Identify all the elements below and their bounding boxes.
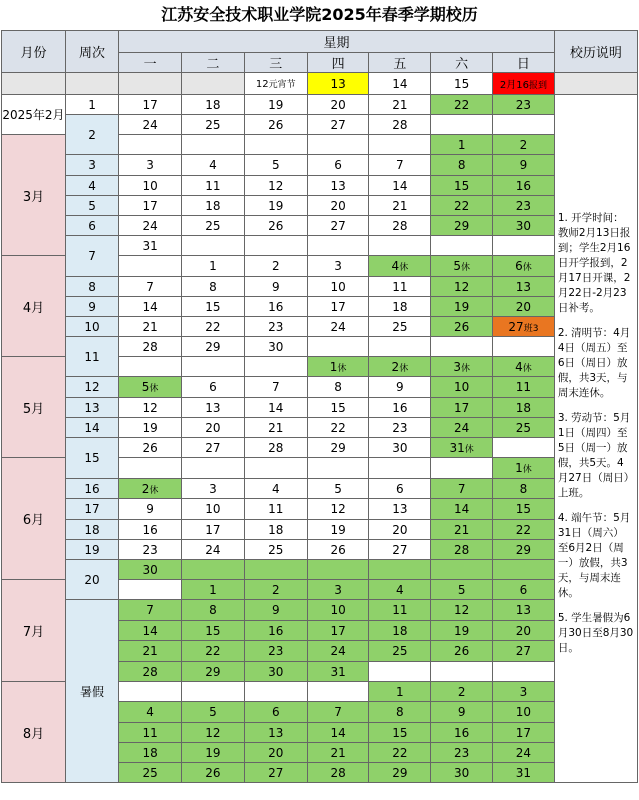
day-cell: 9 [369,377,431,398]
day-cell: 29 [307,438,369,458]
day-cell: 25 [493,418,555,438]
day-cell: 12 [307,499,369,520]
day-cell: 1 [182,256,245,277]
day-cell: 14 [369,176,431,196]
day-cell: 12 [431,600,493,621]
day-cell: 18 [493,398,555,418]
day-cell: 19 [119,418,182,438]
day-cell [119,73,182,95]
day-cell: 9 [119,499,182,520]
day-cell: 12 [119,398,182,418]
day-cell: 5 [431,580,493,600]
day-cell: 21 [244,418,307,438]
day-cell: 2休 [119,479,182,499]
day-cell: 27 [369,540,431,560]
day-cell: 30 [493,216,555,236]
day-cell: 29 [431,216,493,236]
day-cell: 29 [182,662,245,682]
day-cell: 17 [307,621,369,641]
day-cell: 17 [182,520,245,540]
day-cell: 13 [307,73,369,95]
day-cell [182,73,245,95]
day-cell: 17 [119,95,182,115]
empty-day-cell [493,560,555,580]
day-cell: 24 [119,216,182,236]
day-cell: 27 [182,438,245,458]
day-cell: 22 [182,641,245,662]
day-cell: 19 [431,297,493,317]
day-cell: 6 [307,155,369,176]
day-cell: 14 [119,621,182,641]
notes-header: 校历说明 [554,31,637,73]
week-12: 12 [65,377,118,398]
day-cell: 19 [244,95,307,115]
day-cell: 14 [369,73,431,95]
empty-day-cell [182,682,245,702]
day-cell: 15 [493,499,555,520]
empty-day-cell [119,256,182,277]
note-item-4: 4. 端午节：5月31日（周六）至6月2日（周一）放假，共3天，与周末连休。 [557,512,631,599]
day-cell: 11 [369,277,431,297]
day-cell: 28 [307,763,369,783]
empty-day-cell [244,357,307,377]
month-jul: 7月 [2,580,66,682]
day-cell: 10 [119,176,182,196]
day-cell: 23 [369,418,431,438]
day-cell: 8 [182,600,245,621]
week-15: 15 [65,438,118,479]
day-cell: 24 [493,743,555,763]
day-cell: 4休 [493,357,555,377]
day-cell: 25 [182,115,245,135]
day-cell: 8 [369,702,431,723]
empty-day-cell [119,682,182,702]
day-cell: 1 [369,682,431,702]
day-cell: 6 [182,377,245,398]
day-cell: 2休 [369,357,431,377]
day-cell: 26 [431,641,493,662]
empty-day-cell [119,580,182,600]
day-cell: 8 [307,377,369,398]
weekday-4: 四 [307,53,369,73]
week-13: 13 [65,398,118,418]
day-cell: 25 [369,641,431,662]
day-cell: 3 [493,682,555,702]
day-cell: 1休 [493,458,555,479]
day-cell: 21 [119,317,182,337]
empty-day-cell [431,662,493,682]
day-cell: 25 [182,216,245,236]
day-cell: 13 [244,723,307,743]
week-17: 17 [65,499,118,520]
week-16: 16 [65,479,118,499]
day-cell: 23 [244,641,307,662]
month-mar: 3月 [2,135,66,256]
day-cell: 1 [182,580,245,600]
empty-day-cell [369,662,431,682]
day-cell: 16 [244,621,307,641]
day-cell: 24 [307,317,369,337]
empty-day-cell [431,236,493,256]
note-item-2: 2. 清明节：4月4日（周五）至6日（周日）放假，共3天，与周末连休。 [557,327,631,399]
day-cell: 17 [307,297,369,317]
empty-day-cell [431,115,493,135]
day-cell: 7 [119,600,182,621]
day-cell: 9 [244,277,307,297]
day-cell: 5 [244,155,307,176]
day-cell: 2月16报到 [493,73,555,95]
day-cell: 3 [307,256,369,277]
day-cell: 23 [119,540,182,560]
day-cell: 12 [182,723,245,743]
day-cell: 6 [244,702,307,723]
day-cell: 26 [182,763,245,783]
empty-day-cell [244,682,307,702]
weekday-7: 日 [493,53,555,73]
month-may: 5月 [2,357,66,458]
day-cell: 22 [493,520,555,540]
day-cell: 20 [307,196,369,216]
empty-day-cell [119,357,182,377]
day-cell: 14 [307,723,369,743]
weekday-1: 一 [119,53,182,73]
empty-day-cell [182,560,245,580]
empty-day-cell [307,560,369,580]
day-cell: 27 [244,763,307,783]
day-cell: 15 [369,723,431,743]
week-8: 8 [65,277,118,297]
day-cell: 25 [119,763,182,783]
day-cell: 21 [369,196,431,216]
notes-panel [554,95,637,783]
day-cell: 12 [431,277,493,297]
day-cell: 27 [307,216,369,236]
day-cell: 4 [369,580,431,600]
empty-day-cell [244,560,307,580]
day-cell: 7 [307,702,369,723]
day-cell: 25 [369,317,431,337]
month-apr: 4月 [2,256,66,357]
day-cell: 17 [431,398,493,418]
day-cell: 22 [431,196,493,216]
empty-day-cell [369,458,431,479]
day-cell: 19 [182,743,245,763]
day-cell: 23 [244,317,307,337]
day-cell: 28 [244,438,307,458]
empty-day-cell [307,682,369,702]
week-19: 19 [65,540,118,560]
empty-day-cell [307,458,369,479]
day-cell: 21 [307,743,369,763]
empty-day-cell [431,337,493,357]
day-cell: 10 [431,377,493,398]
day-cell: 31 [307,662,369,682]
weekday-header: 星期 [119,31,555,53]
day-cell: 7 [369,155,431,176]
day-cell: 8 [431,155,493,176]
day-cell: 20 [493,297,555,317]
day-cell: 18 [369,621,431,641]
day-cell: 11 [493,377,555,398]
day-cell: 26 [119,438,182,458]
empty-day-cell [244,458,307,479]
day-cell: 5休 [119,377,182,398]
day-cell: 16 [369,398,431,418]
month-feb: 2025年2月 [2,95,66,135]
week-5: 5 [65,196,118,216]
week-6: 6 [65,216,118,236]
day-cell: 3休 [431,357,493,377]
note-item-5: 5. 学生暑假为6月30日至8月30日。 [557,612,634,654]
day-cell: 7 [431,479,493,499]
day-cell: 4 [244,479,307,499]
empty-day-cell [431,560,493,580]
day-cell: 5 [307,479,369,499]
blank-month-cell [2,73,66,95]
day-cell: 2 [493,135,555,155]
day-cell: 8 [182,277,245,297]
day-cell: 14 [119,297,182,317]
empty-day-cell [369,560,431,580]
day-cell: 20 [493,621,555,641]
day-cell: 21 [431,520,493,540]
day-cell: 22 [307,418,369,438]
week-3: 3 [65,155,118,176]
week-header: 周次 [65,31,118,73]
weekday-5: 五 [369,53,431,73]
day-cell: 16 [119,520,182,540]
week-10: 10 [65,317,118,337]
day-cell: 12 [244,176,307,196]
day-cell: 23 [431,743,493,763]
day-cell: 24 [431,418,493,438]
day-cell: 28 [431,540,493,560]
day-cell: 19 [307,520,369,540]
day-cell: 23 [493,95,555,115]
day-cell: 26 [431,317,493,337]
empty-day-cell [493,236,555,256]
day-cell: 11 [369,600,431,621]
day-cell: 16 [493,176,555,196]
empty-day-cell [493,438,555,458]
empty-day-cell [244,135,307,155]
day-cell: 24 [307,641,369,662]
day-cell: 17 [119,196,182,216]
empty-day-cell [369,337,431,357]
day-cell: 29 [182,337,245,357]
note-item-1: 1. 开学时间：教师2月13日报到；学生2月16日开学报到，2月17日开课，2月22日-2月23日补考。 [557,212,631,314]
day-cell: 4休 [369,256,431,277]
day-cell: 28 [119,662,182,682]
day-cell: 3 [182,479,245,499]
day-cell: 28 [369,216,431,236]
week-9: 9 [65,297,118,317]
day-cell: 13 [182,398,245,418]
day-cell: 15 [431,73,493,95]
day-cell: 19 [431,621,493,641]
weekday-6: 六 [431,53,493,73]
day-cell: 9 [431,702,493,723]
day-cell: 4 [182,155,245,176]
day-cell: 3 [307,580,369,600]
day-cell: 18 [182,196,245,216]
empty-day-cell [119,135,182,155]
day-cell: 19 [244,196,307,216]
day-cell: 24 [119,115,182,135]
empty-day-cell [119,458,182,479]
empty-day-cell [307,337,369,357]
empty-day-cell [307,135,369,155]
empty-day-cell [369,236,431,256]
day-cell: 18 [369,297,431,317]
day-cell: 20 [182,418,245,438]
day-cell: 28 [119,337,182,357]
month-aug: 8月 [2,682,66,783]
day-cell: 9 [493,155,555,176]
day-cell: 16 [244,297,307,317]
day-cell: 27 [307,115,369,135]
day-cell: 10 [307,277,369,297]
day-cell: 31 [119,236,182,256]
day-cell: 11 [244,499,307,520]
day-cell: 9 [244,600,307,621]
day-cell: 20 [369,520,431,540]
day-cell: 6休 [493,256,555,277]
empty-day-cell [493,662,555,682]
empty-day-cell [493,115,555,135]
day-cell: 30 [119,560,182,580]
day-cell: 6 [369,479,431,499]
day-cell: 2 [431,682,493,702]
week-2: 2 [65,115,118,155]
week-20: 20 [65,560,118,600]
day-cell: 15 [182,297,245,317]
day-cell: 22 [182,317,245,337]
day-cell: 25 [244,540,307,560]
day-cell: 18 [182,95,245,115]
day-cell: 21 [119,641,182,662]
day-cell: 27班3 [493,317,555,337]
day-cell: 31休 [431,438,493,458]
day-cell: 1 [431,135,493,155]
empty-day-cell [182,458,245,479]
day-cell: 13 [493,600,555,621]
notes-top-cell [554,73,637,95]
week-1: 1 [65,95,118,115]
day-cell: 18 [119,743,182,763]
day-cell: 22 [431,95,493,115]
week-11: 11 [65,337,118,377]
month-jun: 6月 [2,458,66,580]
day-cell: 6 [493,580,555,600]
empty-day-cell [244,236,307,256]
day-cell: 14 [244,398,307,418]
day-cell: 2 [244,256,307,277]
day-cell: 26 [244,115,307,135]
day-cell: 24 [182,540,245,560]
day-cell: 28 [369,115,431,135]
day-cell: 13 [307,176,369,196]
empty-day-cell [182,236,245,256]
day-cell: 15 [431,176,493,196]
day-cell: 20 [307,95,369,115]
week-18: 18 [65,520,118,540]
month-header: 月份 [2,31,66,73]
day-cell: 27 [493,641,555,662]
empty-day-cell [182,135,245,155]
weekday-3: 三 [244,53,307,73]
weekday-2: 二 [182,53,245,73]
day-cell: 3 [119,155,182,176]
day-cell: 8 [493,479,555,499]
day-cell: 7 [119,277,182,297]
week-7: 7 [65,236,118,277]
empty-day-cell [431,458,493,479]
day-cell: 26 [244,216,307,236]
day-cell: 29 [369,763,431,783]
empty-day-cell [369,135,431,155]
day-cell: 17 [493,723,555,743]
day-cell: 16 [431,723,493,743]
calendar-title: 江苏安全技术职业学院2025年春季学期校历 [161,5,478,24]
day-cell: 30 [244,662,307,682]
note-item-3: 3. 劳动节：5月1日（周四）至5日（周一）放假，共5天。4月27日（周日）上班。 [557,412,631,499]
day-cell: 30 [369,438,431,458]
day-cell: 20 [244,743,307,763]
day-cell: 31 [493,763,555,783]
day-cell: 21 [369,95,431,115]
week-暑假: 暑假 [65,600,118,783]
day-cell: 1休 [307,357,369,377]
day-cell: 13 [493,277,555,297]
day-cell: 5 [182,702,245,723]
day-cell: 29 [493,540,555,560]
day-cell: 13 [369,499,431,520]
day-cell: 11 [182,176,245,196]
day-cell: 5休 [431,256,493,277]
empty-day-cell [182,357,245,377]
day-cell: 30 [431,763,493,783]
day-cell: 10 [307,600,369,621]
day-cell: 2 [244,580,307,600]
day-cell: 4 [119,702,182,723]
day-cell: 15 [182,621,245,641]
day-cell: 30 [244,337,307,357]
day-cell: 12元宵节 [244,73,307,95]
day-cell: 26 [307,540,369,560]
day-cell: 22 [369,743,431,763]
empty-day-cell [493,337,555,357]
week-14: 14 [65,418,118,438]
day-cell: 10 [493,702,555,723]
day-cell: 23 [493,196,555,216]
empty-day-cell [307,236,369,256]
day-cell: 14 [431,499,493,520]
day-cell: 18 [244,520,307,540]
day-cell: 11 [119,723,182,743]
day-cell: 10 [182,499,245,520]
week-4: 4 [65,176,118,196]
academic-calendar-table [1,30,638,783]
day-cell: 15 [307,398,369,418]
blank-week-cell [65,73,118,95]
day-cell: 7 [244,377,307,398]
